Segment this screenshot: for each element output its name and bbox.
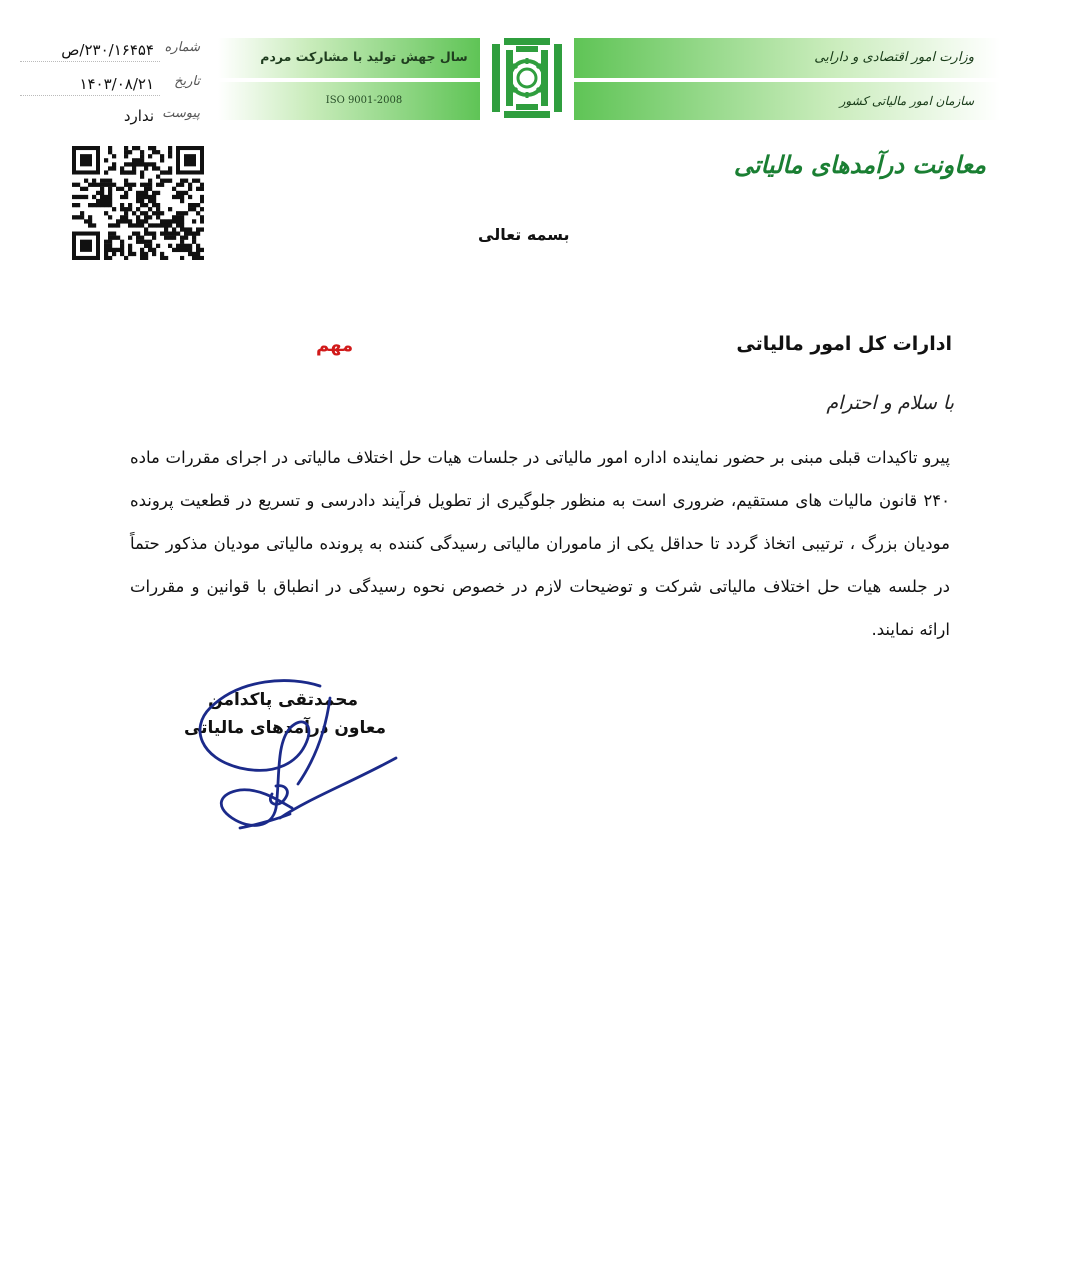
signatory-name: محمدتقی پاکدامن (208, 690, 358, 710)
letter-number-value: ۲۳۰/۱۶۴۵۴/ص (61, 41, 154, 59)
banner-organization: سازمان امور مالیاتی کشور (839, 94, 974, 108)
letterhead-banner (218, 38, 1000, 120)
qr-finder-pattern (72, 146, 100, 175)
qr-code (72, 146, 204, 260)
handwritten-signature (180, 668, 420, 838)
qr-finder-pattern (176, 146, 204, 175)
letter-attachment-label: پیوست (162, 106, 200, 121)
qr-finder-pattern (72, 232, 100, 261)
letter-number-label: شماره (164, 40, 200, 55)
letter-attachment-value: ندارد (123, 107, 154, 125)
recipient: ادارات کل امور مالیاتی (736, 333, 952, 355)
priority-label: مهم (316, 335, 354, 356)
meta-underline (20, 61, 160, 62)
letter-date-value: ۱۴۰۳/۰۸/۲۱ (79, 75, 154, 93)
letter-number-row (20, 38, 200, 64)
letter-attachment-row (20, 104, 200, 130)
letter-body: پیرو تاکیدات قبلی مبنی بر حضور نماینده اداره امور مالیاتی در جلسات هیات حل اختلاف مالیاتی در اجرای مقررات ماده ۲۴۰ قانون مالیات های مستقیم، ضروری است به منظور جلوگیری از تطویل فرآیند دادرسی و تسریع در قطعیت پرونده مودیان بزرگ ، ترتیبی اتخاذ گردد تا حداقل یکی از ماموران مالیاتی رسیدگی کننده به پرونده مالیاتی مودیان مذکور حتماً در جلسه هیات حل اختلاف مالیاتی شرکت و توضیحات لازم در خصوص نحوه رسیدگی در انطباق با قوانین و مقررات ارائه نمایند. (130, 448, 950, 639)
letter-date-label: تاریخ (174, 74, 200, 89)
qr-code-icon (72, 146, 204, 260)
banner-iso: ISO 9001-2008 (325, 95, 403, 106)
letter-date-row (20, 72, 200, 98)
greeting: با سلام و احترام (826, 392, 954, 414)
tax-organization-logo (484, 34, 570, 122)
emblem-icon (484, 34, 570, 122)
bismillah: بسمه تعالی (478, 225, 570, 244)
banner-ministry: وزارت امور اقتصادی و دارایی (814, 50, 974, 65)
meta-underline (20, 95, 160, 96)
banner-slogan: سال جهش تولید با مشارکت مردم (260, 49, 468, 64)
department-title: معاونت درآمدهای مالیاتی (733, 150, 986, 179)
signatory-position: معاون درآمدهای مالیاتی (183, 718, 386, 738)
